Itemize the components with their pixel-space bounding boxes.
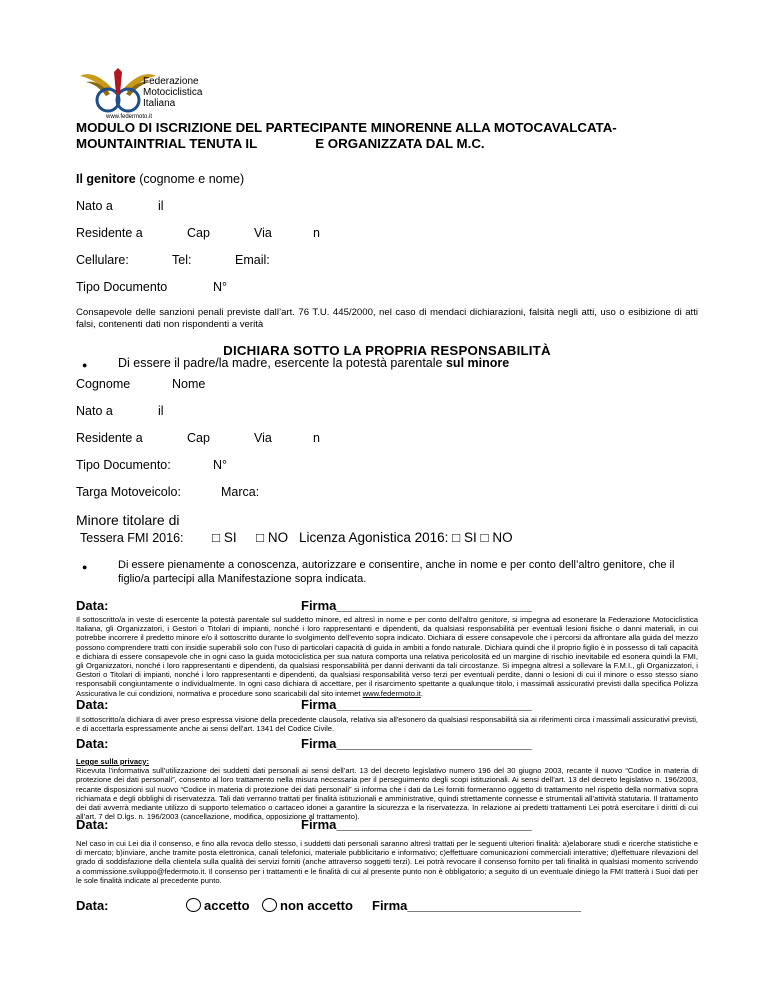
- consapevole-text: Consapevole delle sanzioni penali previste dall’art. 76 T.U. 445/2000, nel caso di mendaci dichiarazioni, falsità negli atti, uso o esibizione di atti falsi, contenenti dati non rispondenti a verità: [76, 307, 698, 330]
- title-line-2: MOUNTAINTRIAL TENUTA IL E ORGANIZZATA DAL M.C.: [76, 136, 485, 151]
- privacy-text: Ricevuta l’informativa sull’utilizzazione dei suddetti dati personali ai sensi dell’art. 13 del decreto legislativo numero 196 del 30 giugno 2003, recante il nuovo “Codice in materia di protezione dei dati personali”, consento al loro trattamento nella misura necessaria per il perseguimento degli scopi istituzionali. Ai sensi dell’art. 13 del decreto legislativo n. 196/2003, recante disposizioni sul nuovo “Codice in materia di protezione dei dati personali” si informa che i dati da Lei forniti formeranno oggetto di trattamento nel rispetto della normativa sopra richiamata e degli obblighi di riservatezza. Tali dati verranno trattati per finalità istituzionali e amministrative, quindi strettamente connesse e strumentali all’attività statutaria. Il trattamento dei dati avverrà mediante utilizzo di supporto telematico o cartaceo idonei a garantire la sicurezza e la riservatezza. In relazione ai predetti trattamenti Lei potrà esercitare i diritti di cui all’art. 7 del D.lgs. n. 196/2003 (cancellazione, modifica, opposizione al trattamento).: [76, 766, 699, 822]
- minor-nome-label: Nome: [172, 377, 206, 391]
- minor-via-label: Via: [254, 431, 272, 445]
- parent-n-label: n: [313, 226, 320, 240]
- section-title: DICHIARA SOTTO LA PROPRIA RESPONSABILITÀ: [223, 343, 551, 358]
- parent-tipo-doc-label: Tipo Documento: [76, 280, 168, 294]
- privacy-title: Legge sulla privacy:: [76, 757, 150, 766]
- org-line: Federazione: [143, 76, 199, 87]
- bullet1-text: Di essere il padre/la madre, esercente la potestà parentale sul minore: [118, 356, 510, 370]
- parent-label: Il genitore (cognome e nome): [76, 172, 245, 186]
- website-text: www.federmoto.it: [106, 114, 153, 120]
- parent-il-label: il: [158, 199, 164, 213]
- parent-nato-a-label: Nato a: [76, 199, 113, 213]
- firma-field[interactable]: Firma___________________________: [301, 697, 532, 712]
- minor-n-label: n: [313, 431, 320, 445]
- org-name: [143, 76, 202, 109]
- minor-cognome-label: Cognome: [76, 377, 131, 391]
- data-label: Data:: [76, 598, 109, 613]
- minor-cap-label: Cap: [187, 431, 210, 445]
- firma-field[interactable]: Firma________________________: [372, 898, 581, 913]
- form-title: [76, 120, 716, 152]
- org-line: Motociclistica: [143, 87, 203, 98]
- minor-marca-label: Marca:: [221, 485, 260, 499]
- minor-numero-label: N°: [213, 458, 228, 472]
- parent-cap-label: Cap: [187, 226, 210, 240]
- minor-tessera-label: Tessera FMI 2016:: [80, 531, 184, 545]
- minor-targa-label: Targa Motoveicolo:: [76, 485, 181, 499]
- privacy-paragraph: [76, 757, 698, 821]
- title-line-1: MODULO DI ISCRIZIONE DEL PARTECIPANTE MINORENNE ALLA MOTOCAVALCATA-: [76, 120, 617, 135]
- data-label: Data:: [76, 697, 109, 712]
- federmoto-link[interactable]: www.federmoto.it: [362, 688, 421, 698]
- tessera-no-checkbox[interactable]: □ NO: [256, 530, 289, 545]
- firma-field[interactable]: Firma___________________________: [301, 736, 532, 751]
- data-label: Data:: [76, 817, 109, 832]
- esonero-paragraph: Il sottoscritto/a in veste di esercente la potestà parentale sul suddetto minore, ed altresì in nome e per conto dell’altro genitore, si impegna ad esonerare la Federazione Motociclistica Italiana, gli Organizzatori, i Gestori o Titolari di impianti, nonché i loro rappresentanti e dipendenti, da qualsiasi responsabilità per eventuali lesioni fisiche o danni materiali, in cui potrebbe incorrere il predetto minore e/o il sottoscritto durante lo svolgimento dell'evento sopra indicato. Dichiara di essere consapevole che i percorsi da affrontare alla guida del mezzo possono comprendere tratti con insidie superabili solo con l’uso di particolari capacità di guida in ambiti a fondo naturale. Dichiara quindi che il proprio figlio è in possesso di tali capacità e dichiara di essere consapevole che in ogni caso la guida motociclistica per sua natura comporta una relativa pericolosità ed un margine di rischio inevitabile ed esonera quindi la FMI, gli Organizzatori, nonché i loro rappresentanti e dipendenti, da qualsiasi responsabilità per danni derivanti da tali circostanze. Si impegna altresì a sollevare la F.M.I., gli Organizzatori, i Gestori o Titolari di impianti, nonché i loro rappresentanti e dipendenti, da qualsiasi responsabilità verso terzi per eventuali perdite, danni o lesioni di cui il minore o esso stesso siano responsabili congiuntamente o individualmente. In ogni caso dichiara di accettare, per il risarcimento spettante a qualunque titolo, i massimali assicurativi previsti dalla specifica Polizza Assicurativa le cui condizioni, normativa e procedure sono scaricabili dal sito internet www.federmoto.it.: [76, 615, 698, 698]
- minor-titolare-label: Minore titolare di: [76, 512, 180, 528]
- parent-cellulare-label: Cellulare:: [76, 253, 129, 267]
- consenso-paragraph: Nel caso in cui Lei dia il consenso, e fino alla revoca dello stesso, i suddetti dati personali saranno altresì trattati per le seguenti ulteriori finalità: a)elaborare studi e ricerche statistiche e di mercato; b)inviare, anche tramite posta elettronica, canali telefonici, materiale pubblicitario e informativo; c)effettuare comunicazioni commerciali interattive; d)effettuare rilevazioni del grado di soddisfazione della clientela sulla qualità dei servizi forniti (anche attraverso soggetti terzi). Lei potrà revocare il consenso fornito per tali finalità in qualsiasi momento scrivendo a commissione.sviluppo@federmoto.it. Il consenso per i trattamenti e le finalità di cui al presente punto non è obbligatorio; a seguito di un eventuale diniego la FMI tratterà i Suoi dati per le sole finalità indicate al precedente punto.: [76, 839, 698, 885]
- radio-non-accetto[interactable]: [262, 898, 277, 912]
- minor-nato-a-label: Nato a: [76, 404, 113, 418]
- parent-tel-label: Tel:: [172, 253, 192, 267]
- accetto-option[interactable]: accetto: [186, 898, 250, 913]
- parent-numero-label: N°: [213, 280, 228, 294]
- bullet-dot: ●: [82, 562, 88, 572]
- data-label: Data:: [76, 736, 109, 751]
- tessera-si-checkbox[interactable]: □ SI: [212, 530, 237, 545]
- minor-il-label: il: [158, 404, 164, 418]
- data-label: Data:: [76, 898, 109, 913]
- licenza-agonistica-options[interactable]: Licenza Agonistica 2016: □ SI □ NO: [299, 530, 513, 545]
- minor-residente-label: Residente a: [76, 431, 143, 445]
- parent-residente-label: Residente a: [76, 226, 143, 240]
- non-accetto-option[interactable]: non accetto: [262, 898, 353, 913]
- parent-via-label: Via: [254, 226, 272, 240]
- firma-field[interactable]: Firma___________________________: [301, 817, 532, 832]
- bullet-dot: ●: [82, 360, 88, 370]
- accettazione-paragraph: Il sottoscritto/a dichiara di aver preso espressa visione della precedente clausola, relativa sia all'esonero da qualsiasi responsabilità sia ai riferimenti circa i massimali assicurativi previsti, e di accettarla espressamente anche ai sensi dell'art. 1341 del Codice Civile.: [76, 715, 698, 734]
- org-line: Italiana: [143, 98, 176, 109]
- firma-field[interactable]: Firma___________________________: [301, 598, 532, 613]
- minor-tipo-doc-label: Tipo Documento:: [76, 458, 171, 472]
- bullet2-text: Di essere pienamente a conoscenza, autorizzare e consentire, anche in nome e per conto dell’altro genitore, che il figlio/a partecipi alla Manifestazione sopra indicata.: [118, 559, 675, 585]
- radio-accetto[interactable]: [186, 898, 201, 912]
- parent-email-label: Email:: [235, 253, 270, 267]
